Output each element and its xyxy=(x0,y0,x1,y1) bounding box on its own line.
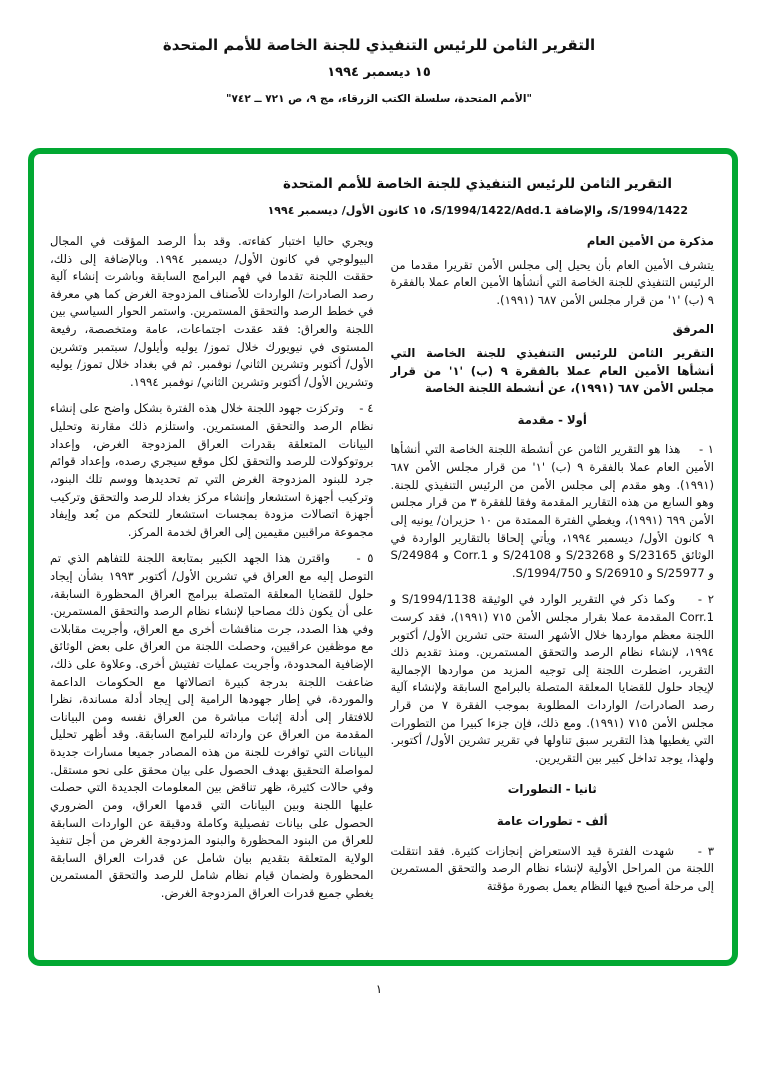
report-green-box xyxy=(28,148,738,966)
two-column-body xyxy=(50,233,714,912)
section-heading: أولا - مقدمة xyxy=(517,412,587,427)
paragraph: ٢ - وكما ذكر في التقرير الوارد في الوثيقة S/1994/1138 و Corr.1 المقدمة عملا بقرار مجلس الأمن ٧١٥ (١٩٩١)، فقد كرست اللجنة معظم مواردها خلال الأشهر الستة حتى تشرين الأول/ أكتوبر ١٩٩٤، لإنشاء نظام الرصد والتحقق المستمرين. ومنذ تقديم ذلك التقرير، اضطرت اللجنة إلى توجيه المزيد من مواردها الإجمالية لإيجاد حلول للقضايا المعلقة المتصلة بالبرامج السابقة ولإنشاء آلية رصد الصادرات/ الواردات المطلوبة بموجب الفقرة ٧ من قرار مجلس الأمن ٧١٥ (١٩٩١). ومع ذلك، فإن جزءا كبيرا من التطورات التي يغطيها هذا التقرير سبق تناولها في تقرير تشرين الأول/ أكتوبر. ولهذا، يوجد تداخل كبير بين التقريرين. xyxy=(390,592,715,765)
section-heading: المرفق xyxy=(672,322,714,337)
column-left xyxy=(50,233,374,912)
page-number: ١ xyxy=(375,982,383,996)
paragraph: ٤ - وتركزت جهود اللجنة خلال هذه الفترة بشكل واضح على إنشاء نظام الرصد والتحقق المستمرين. واستلزم ذلك مقارنة وتحليل البيانات المتعلقة بقدرات العراق المزدوجة الغرض، وإعداد بروتوكولات للرصد والتحقق لكل موقع سيجري رصده، وإعداد قوائم جرد للبنود المزدوجة الغرض التي تم تحديدها ووسم تلك البنود، وتركيب أجهزة استشعار وإنشاء مركز بغداد للرصد والتحقق وتركيب أجهزة اتصالات مزودة بمجسات استشعار للتحكم من بُعد وإيفاد مجموعة مراقبين مقيمين إلى العراق لخدمة المركز. xyxy=(50,401,374,539)
paragraph: ويجري حاليا اختبار كفاءته. وقد بدأ الرصد المؤقت في المجال البيولوجي في كانون الأول/ ديسمبر ١٩٩٤. وبالإضافة إلى ذلك، حققت اللجنة تقدما في فهم البرامج السابقة وباشرت إنشاء آلية رصد الصادرات/ الواردات للأصناف المزدوجة الغرض كما هي معرفة في خطط الرصد والتحقق المستمرين. واستمر الحوار السياسي بين اللجنة والعراق: فقد عقدت اجتماعات، عامة ومتخصصة، رفيعة المستوى في نيويورك خلال تموز/ يوليه وأيلول/ سبتمبر وتشرين الأول/ أكتوبر وتشرين الثاني/ نوفمبر. ثم في بغداد خلال تموز/ يوليه وتشرين الأول/ أكتوبر وتشرين الثاني/ نوفمبر ١٩٩٤. xyxy=(50,234,374,389)
document-header xyxy=(0,0,758,105)
column-right xyxy=(391,233,715,912)
section-heading: مذكرة من الأمين العام xyxy=(586,234,714,248)
paragraph: يتشرف الأمين العام بأن يحيل إلى مجلس الأمن تقريرا مقدما من الرئيس التنفيذي للجنة الخاصة التي أنشأها الأمين العام عملا بالفقرة ٩ (ب) '١' من قرار مجلس الأمن ٦٨٧ (١٩٩١). xyxy=(390,257,714,307)
document-citation: "الأمم المتحدة، سلسلة الكتب الزرقاء، مج ٩، ص ٧٢١ ــ ٧٤٢" xyxy=(226,93,532,105)
document-title: التقرير الثامن للرئيس التنفيذي للجنة الخاصة للأمم المتحدة xyxy=(162,36,596,54)
section-heading: ثانيا - التطورات xyxy=(507,782,597,797)
document-date: ١٥ ديسمبر ١٩٩٤ xyxy=(327,65,431,80)
report-box-title: التقرير الثامن للرئيس التنفيذي للجنة الخاصة للأمم المتحدة xyxy=(283,176,672,192)
paragraph: ٣ - شهدت الفترة قيد الاستعراض إنجازات كثيرة. فقد انتقلت اللجنة من المراحل الأولية لإنشاء نظام الرصد والتحقق المستمرين إلى مرحلة أصبح فيها النظام يعمل بصورة مؤقتة xyxy=(390,843,714,893)
report-box-subtitle: S/1994/1422، والإضافة S/1994/1422/Add.1، ١٥ كانون الأول/ ديسمبر ١٩٩٤ xyxy=(267,204,688,217)
paragraph: ٥ - واقترن هذا الجهد الكبير بمتابعة اللجنة للتفاهم الذي تم التوصل إليه مع العراق في تشرين الأول/ أكتوبر ١٩٩٣ بشأن إيجاد حلول للقضايا المعلقة المتصلة ببرامج العراق المحظورة السابقة، على أن يكون ذلك مصاحبا لإنشاء نظام الرصد والتحقق المستمرين. وفي هذا الصدد، جرت مناقشات أخرى مع العراق، وأجريت مقابلات مع موظفين عراقيين، وحصلت اللجنة من العراق على بعض الوثائق الإضافية المحدودة، وأجريت عمليات تفتيش أخرى. وعلاوة على ذلك، ضاعفت اللجنة بدرجة كبيرة اتصالاتها مع الحكومات الداعمة والموردة، في إطار جهودها الرامية إلى إيجاد أدلة مساندة، نظرا للافتقار إلى أدلة إثبات مباشرة من العراق نفسه ومن البيانات المقدمة من العراق عن وارداته للبرامج السابقة. وقد أظهر تحليل البيانات التي توافرت للجنة من هذه المصادر جميعا مسارات جديدة لمواصلة التحقيق بهدف الحصول على بيان محقق على نحو مستقل. وفي حالات كثيرة، ظهر تناقض بين المعلومات الجديدة التي حصلت عليها اللجنة وبين البيانات التي قدمها العراق، ومن الضروري الحصول على بيانات تفصيلية وكاملة ودقيقة عن الواردات السابقة للعراق من البنود المحظورة والبنود المزدوجة الغرض من أجل تنفيذ الولاية المتعلقة بتقديم بيان شامل عن قدرات العراق السابقة المحظورة ولضمان قيام نظام شامل للرصد والتحقق المستمرين يغطي جميع قدرات العراق المزدوجة الغرض. xyxy=(50,551,374,900)
section-heading: ألف - تطورات عامة xyxy=(496,814,608,829)
paragraph: التقرير الثامن للرئيس التنفيذي للجنة الخاصة التي أنشأها الأمين العام عملا بالفقرة ٩ (ب) '١' من قرار مجلس الأمن ٦٨٧ (١٩٩١)، عن أنشطة اللجنة الخاصة xyxy=(390,346,715,396)
paragraph: ١ - هذا هو التقرير الثامن عن أنشطة اللجنة الخاصة التي أنشأها الأمين العام عملا بالفقرة ٩ (ب) '١' من قرار مجلس الأمن ٦٨٧ (١٩٩١). وهو مقدم إلى مجلس الأمن من الرئيس التنفيذي للجنة. وهو السابع من هذه التقارير المقدمة وفقا للفقرة ٣ من قرار مجلس الأمن ٦٩٩ (١٩٩١)، ويغطي الفترة الممتدة من ١٠ حزيران/ يونيه إلى ٩ كانون الأول/ ديسمبر ١٩٩٤، ويأتي إلحاقا بالتقارير الواردة في الوثائق S/23165 و S/23268 و S/24108 و Corr.1 و S/24984 و S/25977 و S/26910 و S/1994/750. xyxy=(390,442,714,580)
